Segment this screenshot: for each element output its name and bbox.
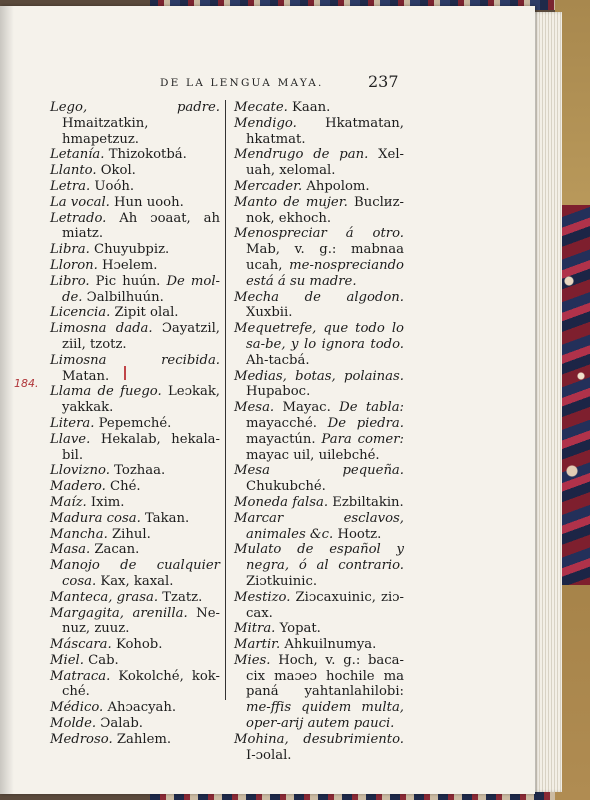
maya-definition: Takan. bbox=[140, 510, 190, 526]
dictionary-entry bbox=[234, 179, 404, 195]
spanish-term: Limosna recibida. bbox=[50, 352, 220, 368]
maya-definition: Hoch, v. g.: baca-cix maɔeɔ hochile ma paná yahtanlahilobi: bbox=[246, 652, 404, 700]
maya-definition: Uoóh. bbox=[90, 178, 135, 194]
dictionary-entry bbox=[50, 527, 220, 543]
dictionary-entry bbox=[234, 590, 404, 622]
spanish-term: Margagita, arenilla. bbox=[50, 605, 188, 621]
spanish-term: Medroso. bbox=[50, 731, 113, 747]
spanish-term: Llanto. bbox=[50, 163, 97, 179]
maya-definition: Ah ɔoaat, ah miatz. bbox=[62, 210, 220, 242]
spanish-term: Madero. bbox=[50, 479, 106, 495]
maya-definition: Ɔalab. bbox=[96, 716, 143, 732]
maya-definition: Pepemché. bbox=[94, 415, 172, 431]
maya-definition: Buclиz-nok, ekhoch. bbox=[246, 194, 404, 226]
dictionary-entry bbox=[234, 653, 404, 732]
marbled-cover-paper bbox=[560, 205, 590, 585]
maya-definition: Kax, kaxal. bbox=[96, 573, 174, 589]
spanish-term: Mitra. bbox=[234, 621, 276, 637]
dictionary-entry bbox=[50, 305, 220, 321]
dictionary-entry bbox=[50, 274, 220, 306]
spanish-term: Letra. bbox=[50, 178, 91, 194]
maya-definition: Xuxbii. bbox=[246, 305, 293, 321]
maya-definition: Ziɔcaxuinic, ziɔ-cax. bbox=[246, 589, 404, 621]
dictionary-entry bbox=[50, 511, 220, 527]
dictionary-entry bbox=[50, 637, 220, 653]
dictionary-entry bbox=[234, 369, 404, 401]
maya-definition: Tzatz. bbox=[158, 589, 203, 605]
dictionary-entry bbox=[234, 100, 404, 116]
spanish-term: De mol-de. bbox=[62, 273, 220, 305]
maya-definition: Ahkuilnumya. bbox=[280, 637, 377, 653]
dictionary-entry bbox=[50, 100, 220, 147]
dictionary-entry bbox=[234, 542, 404, 589]
spanish-term: Lloron. bbox=[50, 257, 98, 273]
maya-definition: Mayac. bbox=[274, 400, 340, 416]
spanish-term: Libro. bbox=[50, 273, 90, 289]
spanish-term: Martir. bbox=[234, 637, 281, 653]
spanish-term: De piedra. bbox=[327, 415, 404, 431]
spanish-term: Letanía. bbox=[50, 147, 105, 163]
spanish-term: Licencia. bbox=[50, 305, 111, 321]
dictionary-entry bbox=[234, 621, 404, 637]
maya-definition: Okol. bbox=[96, 163, 136, 179]
maya-definition: Hun uooh. bbox=[109, 194, 184, 210]
dictionary-entry bbox=[234, 732, 404, 764]
spanish-term: Mecha de algodon. bbox=[234, 289, 404, 305]
maya-definition: Mab, v. g.: mabnaa ucah, bbox=[246, 242, 404, 273]
left-column bbox=[50, 100, 220, 748]
maya-definition: Hupaboc. bbox=[246, 384, 311, 400]
spanish-term: Manteca, grasa. bbox=[50, 589, 159, 605]
spanish-term: Mulato de español y negra, ó al contrario. bbox=[234, 542, 404, 574]
maya-definition: Pic huún. bbox=[89, 273, 167, 289]
spanish-term: Mequetrefe, que todo lo sa-be, y lo ignora todo. bbox=[234, 321, 404, 352]
dictionary-entry bbox=[50, 416, 220, 432]
maya-definition: Hɔelem. bbox=[97, 257, 158, 273]
maya-definition: Leɔkak, yakkak. bbox=[62, 384, 220, 416]
dictionary-entry bbox=[234, 321, 404, 368]
dictionary-entry bbox=[234, 226, 404, 289]
dictionary-entry bbox=[50, 700, 220, 716]
dictionary-entry bbox=[50, 463, 220, 479]
maya-definition: Zacan. bbox=[90, 542, 140, 558]
spanish-term: Lego, padre. bbox=[50, 100, 220, 115]
maya-definition: Matan. bbox=[62, 368, 110, 384]
maya-definition: Xel-uah, xelomal. bbox=[246, 147, 405, 179]
maya-definition: Ahpolom. bbox=[302, 178, 370, 194]
maya-definition: Kaan. bbox=[287, 100, 331, 115]
spanish-term: Matraca. bbox=[50, 668, 111, 684]
maya-definition: Ziɔtkuinic. bbox=[246, 573, 318, 589]
page-number: 237 bbox=[368, 72, 399, 91]
spanish-term: De tabla: bbox=[339, 400, 404, 416]
spanish-term: Máscara. bbox=[50, 637, 112, 653]
spanish-term: Llovizno. bbox=[50, 463, 110, 479]
dictionary-entry bbox=[50, 432, 220, 464]
spanish-term: Molde. bbox=[50, 716, 97, 732]
dictionary-entry bbox=[50, 479, 220, 495]
spanish-term: Mendigo. bbox=[234, 115, 297, 131]
spanish-term: me-nospreciando está á su madre. bbox=[246, 257, 404, 289]
maya-definition: Thizokotbá. bbox=[104, 147, 187, 163]
maya-definition: Cab. bbox=[83, 652, 119, 668]
dictionary-entry bbox=[50, 242, 220, 258]
spanish-term: Libra. bbox=[50, 242, 90, 258]
spanish-term: Mecate. bbox=[234, 100, 288, 115]
dictionary-entry bbox=[50, 716, 220, 732]
maya-definition: Ahɔacyah. bbox=[103, 700, 177, 716]
spanish-term: Moneda falsa. bbox=[234, 494, 329, 510]
spanish-term: Medias, botas, polainas. bbox=[234, 368, 404, 384]
running-title: DE LA LENGUA MAYA. bbox=[160, 77, 324, 89]
spanish-term: Masa. bbox=[50, 542, 91, 558]
dictionary-entry bbox=[234, 116, 404, 148]
maya-definition: mayacché. bbox=[246, 415, 328, 431]
spanish-term: Miel. bbox=[50, 652, 84, 668]
spanish-term: Llave. bbox=[50, 431, 91, 447]
spanish-term: Maíz. bbox=[50, 494, 87, 510]
maya-definition: Ixim. bbox=[86, 494, 125, 510]
dictionary-entry bbox=[50, 495, 220, 511]
spanish-term: Limosna dada. bbox=[50, 321, 153, 337]
spanish-term: Mercader. bbox=[234, 178, 303, 194]
maya-definition: Zipit olal. bbox=[110, 305, 179, 321]
spanish-term: Médico. bbox=[50, 700, 104, 716]
dictionary-entry bbox=[50, 353, 220, 385]
dictionary-entry bbox=[234, 400, 404, 463]
spanish-term: Mesa pequeña. bbox=[234, 463, 404, 479]
spanish-term: Mancha. bbox=[50, 526, 108, 542]
dictionary-entry bbox=[50, 669, 220, 701]
maya-definition: Ah-tacbá. bbox=[246, 352, 310, 368]
spanish-term: Mestizo. bbox=[234, 589, 291, 605]
dictionary-entry bbox=[50, 606, 220, 638]
maya-definition: Ché. bbox=[105, 479, 141, 495]
dictionary-entry bbox=[50, 258, 220, 274]
maya-definition: Yopat. bbox=[275, 621, 321, 637]
dictionary-entry bbox=[234, 195, 404, 227]
spanish-term: Mendrugo de pan. bbox=[234, 147, 369, 163]
maya-definition: Chukubché. bbox=[246, 479, 326, 495]
maya-definition: Ɔalbilhuún. bbox=[82, 289, 164, 305]
maya-definition: Ezbiltakin. bbox=[328, 494, 404, 510]
dictionary-entry bbox=[50, 211, 220, 243]
maya-definition: Kokolché, kok-ché. bbox=[62, 668, 220, 700]
maya-definition: mayactún. bbox=[246, 431, 322, 447]
right-column bbox=[234, 100, 404, 763]
dictionary-entry bbox=[50, 732, 220, 748]
spanish-term: Llama de fuego. bbox=[50, 384, 162, 400]
spanish-term: Marcar esclavos, animales &c. bbox=[234, 510, 404, 542]
maya-definition: Hkatmatan, hkatmat. bbox=[246, 115, 404, 147]
maya-definition: I-ɔolal. bbox=[246, 747, 292, 763]
maya-definition: Ne-nuz, zuuz. bbox=[62, 605, 220, 637]
dictionary-entry bbox=[234, 290, 404, 322]
spanish-term: La vocal. bbox=[50, 194, 110, 210]
spanish-term: Mies. bbox=[234, 652, 271, 668]
maya-definition: Zahlem. bbox=[112, 731, 172, 747]
handwritten-margin-note: 184. bbox=[14, 377, 39, 390]
maya-definition: Zihul. bbox=[107, 526, 151, 542]
dictionary-entry bbox=[234, 637, 404, 653]
maya-definition: Ɔayatzil, ziil, tzotz. bbox=[62, 321, 220, 352]
dictionary-entry bbox=[50, 384, 220, 416]
spanish-term: Madura cosa. bbox=[50, 510, 141, 526]
spanish-term: Mohina, desubrimiento. bbox=[234, 731, 404, 747]
dictionary-entry bbox=[234, 495, 404, 511]
maya-definition: Hekalab, hekala-bil. bbox=[62, 431, 220, 463]
dictionary-entry bbox=[50, 590, 220, 606]
maya-definition: Hootz. bbox=[333, 526, 382, 542]
page-header bbox=[0, 72, 535, 92]
dictionary-entry bbox=[50, 195, 220, 211]
spanish-term: Manto de mujer. bbox=[234, 194, 348, 210]
spanish-term: me-ffis quidem multa, oper-arij autem pauci. bbox=[246, 700, 404, 732]
dictionary-entry bbox=[50, 542, 220, 558]
spanish-term: Letrado. bbox=[50, 210, 107, 226]
dictionary-entry bbox=[50, 147, 220, 163]
maya-definition: Chuyubpiz. bbox=[89, 242, 170, 258]
spanish-term: Menospreciar á otro. bbox=[234, 226, 404, 242]
spanish-term: Manojo de cualquier cosa. bbox=[50, 558, 220, 589]
dictionary-entry bbox=[234, 147, 404, 179]
maya-definition: Kohob. bbox=[111, 637, 163, 653]
dictionary-entry bbox=[50, 653, 220, 669]
spanish-term: Mesa. bbox=[234, 400, 275, 416]
gutter-shadow bbox=[0, 6, 14, 794]
dictionary-entry bbox=[50, 179, 220, 195]
dictionary-entry bbox=[234, 463, 404, 495]
spanish-term: Litera. bbox=[50, 415, 95, 431]
maya-definition: Hmaitzatkin, hmapetzuz. bbox=[62, 115, 149, 147]
maya-definition: Tozhaa. bbox=[109, 463, 166, 479]
dictionary-entry bbox=[50, 558, 220, 590]
dictionary-entry bbox=[234, 511, 404, 543]
spanish-term: Para comer: bbox=[321, 431, 404, 447]
maya-definition: mayac uil, uilebché. bbox=[246, 447, 380, 463]
column-divider bbox=[225, 100, 226, 700]
dictionary-entry bbox=[50, 163, 220, 179]
dictionary-entry bbox=[50, 321, 220, 353]
